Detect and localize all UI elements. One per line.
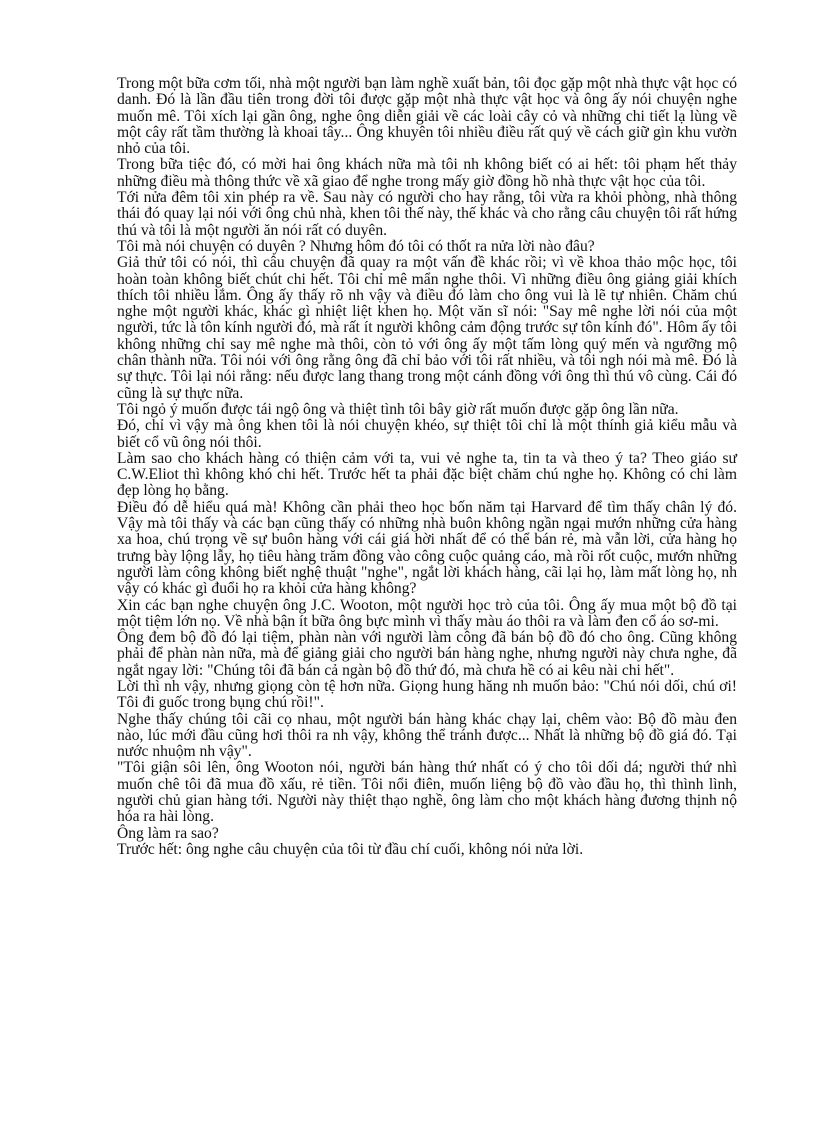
- paragraph: Điều đó dễ hiểu quá mà! Không cần phải theo học bốn năm tại Harvard để tìm thấy chân lý đó. Vậy mà tôi thấy và các bạn cũng thấy có những nhà buôn không ngần ngại mướn những cửa hàng xa hoa, chú trọng về sự buôn hàng với cái giá hời nhất để có thể bán rẻ, mà vẫn lời, cửa hàng họ trưng bày lộng lẫy, họ tiêu hàng trăm đồng vào công cuộc quảng cáo, mà rồi rốt cuộc, mướn những người làm công không biết nghệ thuật "nghe", ngắt lời khách hàng, cãi lại họ, làm mất lòng họ, nh vậy có khác gì đuổi họ ra khỏi cửa hàng không?: [117, 498, 737, 598]
- document-body: [117, 76, 737, 858]
- paragraph: Giả thử tôi có nói, thì câu chuyện đã quay ra một vấn đề khác rồi; vì về khoa thảo mộc học, tôi hoàn toàn không biết chút chi hết. Tôi chỉ mê mẩn nghe thôi. Vì những điều ông giảng giải khích thích tôi nhiều lắm. Ông ấy thấy rõ nh vậy và điều đó làm cho ông vui là lẽ tự nhiên. Chăm chú nghe một người khác, khác gì nhiệt liệt khen họ. Một văn sĩ nói: "Say mê nghe lời nói của một người, tức là tôn kính người đó, mà rất ít người không cảm động trước sự tôn kính đó". Hôm ấy tôi không những chỉ say mê nghe mà thôi, còn tỏ với ông ấy một tấm lòng quý mến và ngưỡng mộ chân thành nữa. Tôi nói với ông rằng ông đã chỉ bảo với tôi rất nhiều, và tôi ngh nói mà mê. Đó là sự thực. Tôi lại nói rằng: nếu được lang thang trong một cánh đồng với ông thì thú vô cùng. Cái đó cũng là sự thực nữa.: [117, 254, 737, 402]
- paragraph: Tôi mà nói chuyện có duyên ? Nhưng hôm đó tôi có thốt ra nửa lời nào đâu?: [117, 237, 595, 255]
- paragraph: Đó, chỉ vì vậy mà ông khen tôi là nói chuyện khéo, sự thiệt tôi chỉ là một thính giả kiểu mẫu và biết cổ vũ ông nói thôi.: [117, 417, 737, 451]
- paragraph: "Tôi giận sôi lên, ông Wooton nói, người bán hàng thứ nhất có ý cho tôi dối dá; người thứ nhì muốn chê tôi đã mua đồ xấu, rẻ tiền. Tôi nổi điên, muốn liệng bộ đồ vào đầu họ, thì thình lình, người chủ gian hàng tới. Người này thiệt thạo nghề, ông làm cho một khách hàng đương thịnh nộ hóa ra hài lòng.: [117, 759, 737, 826]
- paragraph: Lời thì nh vậy, nhưng giọng còn tệ hơn nữa. Giọng hung hăng nh muốn bảo: "Chú nói dối, chú ơi! Tôi đi guốc trong bụng chú rồi!".: [117, 677, 737, 712]
- paragraph: Ông đem bộ đồ đó lại tiệm, phàn nàn với người làm công đã bán bộ đồ đó cho ông. Cũng không phải để phàn nàn nữa, mà để giảng giải cho người bán hàng nghe, nhưng người này chưa nghe, đã ngắt ngay lời: "Chúng tôi đã bán cả ngàn bộ đồ thứ đó, mà chưa hề có ai kêu nài chi hết".: [117, 629, 737, 679]
- paragraph: Trong bữa tiệc đó, có mời hai ông khách nữa mà tôi nh không biết có ai hết: tôi phạm hết thảy những điều mà thông thức về xã giao để nghe trong mấy giờ đồng hồ nhà thực vật học của tôi.: [117, 156, 737, 190]
- paragraph: Làm sao cho khách hàng có thiện cảm với ta, vui vẻ nghe ta, tin ta và theo ý ta? Theo giáo sư C.W.Eliot thì không khó chi hết. Trước hết ta phải đặc biệt chăm chú nghe họ. Không có chi làm đẹp lòng họ bằng.: [117, 449, 737, 500]
- paragraph: Trong một bữa cơm tối, nhà một người bạn làm nghề xuất bản, tôi đọc gặp một nhà thực vật học có danh. Đó là lần đầu tiên trong đời tôi được gặp một nhà thực vật học và ông ấy nói chuyện nghe muốn mê. Tôi xích lại gần ông, nghe ông diễn giải về các loài cây cỏ và những chi tiết lạ lùng về một cây rất tầm thường là khoai tây... Ông khuyên tôi nhiều điều rất quý về cách giữ gìn khu vườn nhỏ của tôi.: [117, 75, 737, 158]
- paragraph: Tới nửa đêm tôi xin phép ra về. Sau này có người cho hay rằng, tôi vừa ra khỏi phòng, nhà thông thái đó quay lại nói với ông chủ nhà, khen tôi thế này, thế khác và cho rằng câu chuyện tôi rất hứng thú và tôi là một người ăn nói rất có duyên.: [117, 189, 737, 239]
- paragraph: Nghe thấy chúng tôi cãi cọ nhau, một người bán hàng khác chạy lại, chêm vào: Bộ đồ màu đen nào, lúc mới đầu cũng hơi thôi ra nh vậy, không thể tránh được... Nhất là những bộ đồ giá đó. Tại nước nhuộm nh vậy".: [117, 710, 737, 761]
- paragraph: Ông làm ra sao?: [117, 824, 219, 842]
- paragraph: Xin các bạn nghe chuyện ông J.C. Wooton, một người học trò của tôi. Ông ấy mua một bộ đồ tại một tiệm lớn nọ. Về nhà bận ít bữa ông bực mình vì thấy màu áo thôi ra và làm đen cổ áo sơ-mi.: [117, 596, 737, 630]
- paragraph: Tôi ngỏ ý muốn được tái ngộ ông và thiệt tình tôi bây giờ rất muốn được gặp ông lần nữa.: [117, 400, 679, 418]
- paragraph: Trước hết: ông nghe câu chuyện của tôi từ đầu chí cuối, không nói nửa lời.: [117, 840, 584, 858]
